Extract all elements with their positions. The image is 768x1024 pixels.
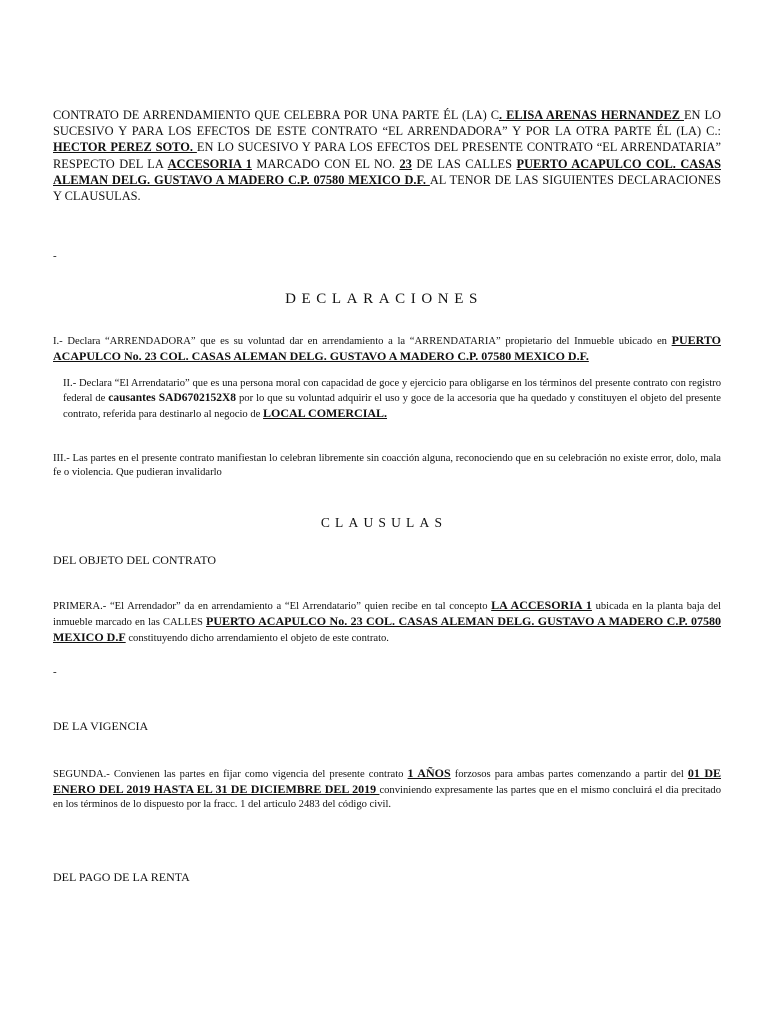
declaration-ii <box>53 377 721 422</box>
contract-duration: 1 AÑOS <box>407 766 451 780</box>
intro-text: DE LAS CALLES <box>411 156 517 171</box>
rfc-value: causantes SAD6702152X8 <box>108 392 237 404</box>
intro-text: EN LO SUCESIVO Y PARA LOS EFECTOS DEL PRESENTE CONTRATO “EL ARRENDATARIA” RESPECTO DEL LA <box>53 140 721 171</box>
intro-text: EN LO SUCESIVO Y PARA LOS EFECTOS DE ESTE CONTRATO “EL ARRENDADORA” Y POR LA OTRA PARTE ÉL (LA) C.: <box>53 108 722 139</box>
section-heading-objeto: DEL OBJETO DEL CONTRATO <box>53 553 216 567</box>
property-address: PUERTO ACAPULCO No. 23 COL. CASAS ALEMAN DELG. GUSTAVO A MADERO C.P. 07580 MEXICO D.F <box>53 614 721 644</box>
contract-intro-paragraph <box>53 107 721 204</box>
declaration-text: por lo que su voluntad adquirir el uso y goce de la accesoria que ha quedado y constituyen el objeto del presente contrato, referida para destinarlo al negocio de <box>63 393 721 420</box>
business-type: LOCAL COMERCIAL. <box>263 406 388 420</box>
intro-text: AL TENOR DE LAS SIGUIENTES DECLARACIONES Y CLAUSULAS. <box>53 172 721 204</box>
accesoria-label: ACCESORIA 1 <box>167 156 252 171</box>
section-heading-pago: DEL PAGO DE LA RENTA <box>53 870 190 884</box>
clause-segunda <box>53 766 721 812</box>
clause-text: constituyendo dicho arrendamiento el objeto de este contrato. <box>125 633 389 644</box>
contract-dates: 01 DE ENERO DEL 2019 HASTA EL 31 DE DICIEMBRE DEL 2019 <box>53 766 721 796</box>
property-address: PUERTO ACAPULCO COL. CASAS ALEMAN DELG. GUSTAVO A MADERO C.P. 07580 MEXICO D.F. <box>53 156 721 187</box>
arrendatario-name: HECTOR PEREZ SOTO. <box>53 140 197 155</box>
section-heading-vigencia: DE LA VIGENCIA <box>53 719 149 733</box>
declaration-text: I.- Declara “ARRENDADORA” que es su voluntad dar en arrendamiento a la “ARRENDATARIA” propietario del Inmueble ubicado en <box>53 336 672 347</box>
clause-text: PRIMERA.- “El Arrendador” da en arrendamiento a “El Arrendatario” quien recibe en tal concepto <box>53 601 492 612</box>
clause-text: SEGUNDA.- Convienen las partes en fijar como vigencia del presente contrato <box>53 769 408 780</box>
clause-primera <box>53 598 721 646</box>
clause-text: conviniendo expresamente las partes que en el mismo concluirá el dia precitado en los términos de lo dispuesto por la fracc. 1 del articulo 2483 del código civil. <box>53 785 721 810</box>
accesoria-number: 23 <box>399 156 412 171</box>
arrendadora-name: . ELISA ARENAS HERNANDEZ <box>498 108 684 122</box>
separator-dash: - <box>53 250 57 262</box>
clause-text: forzosos para ambas partes comenzando a partir del <box>450 769 688 780</box>
intro-text: MARCADO CON EL NO. <box>251 156 400 171</box>
clausulas-title: CLAUSULAS <box>320 515 448 530</box>
declaraciones-title: DECLARACIONES <box>285 291 483 307</box>
declaration-iii: III.- Las partes en el presente contrato manifiestan lo celebran libremente sin coacción alguna, reconociendo que en su celebración no existe error, dolo, mala fe o violencia. Que pudieran invalidarlo <box>53 453 721 478</box>
separator-dash: - <box>53 666 57 678</box>
clause-text: ubicada en la planta baja del inmueble marcado en las CALLES <box>53 601 721 628</box>
accesoria-label: LA ACCESORIA 1 <box>491 598 592 612</box>
property-address: PUERTO ACAPULCO No. 23 COL. CASAS ALEMAN DELG. GUSTAVO A MADERO C.P. 07580 MEXICO D.F. <box>53 333 721 363</box>
declaration-text: II.- Declara “El Arrendatario” que es una persona moral con capacidad de goce y ejercicio para obligarse en los términos del presente contrato con registro federal de <box>63 378 721 404</box>
intro-text: CONTRATO DE ARRENDAMIENTO QUE CELEBRA POR UNA PARTE ÉL (LA) C <box>53 108 499 122</box>
declaration-i <box>53 333 721 365</box>
